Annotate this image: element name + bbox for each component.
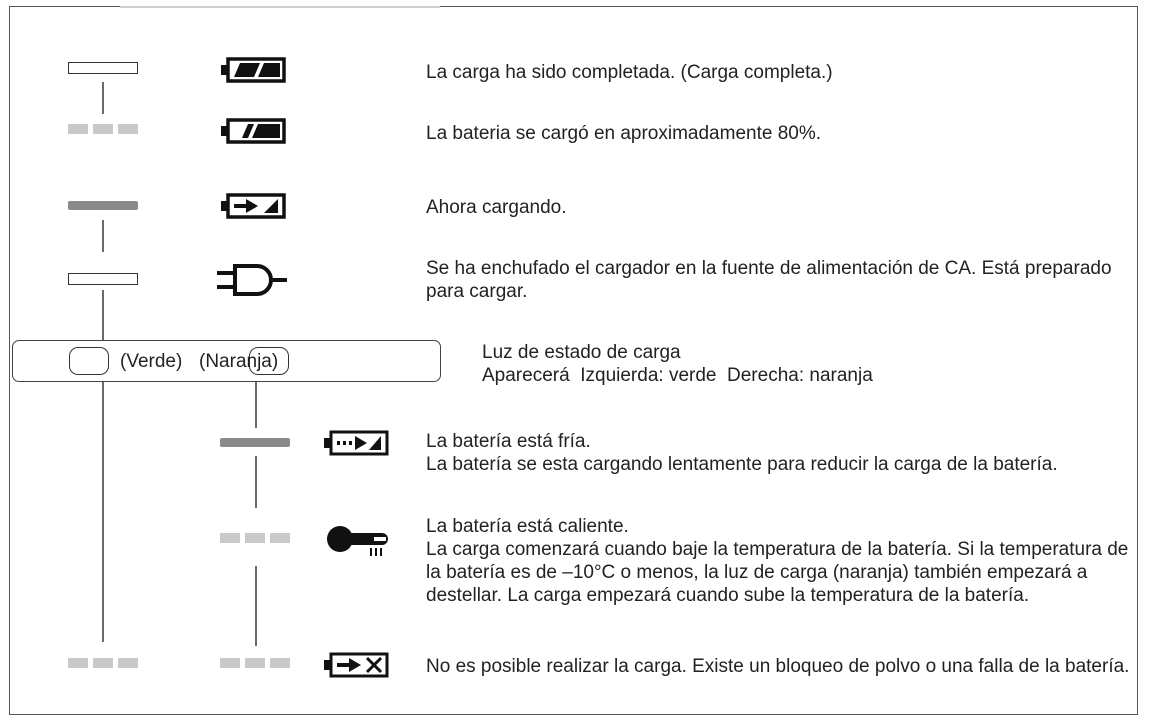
battery-charging-icon	[220, 193, 288, 219]
battery-80-icon	[220, 118, 288, 144]
full-charge-text: La carga ha sido completada. (Carga completa.)	[426, 62, 833, 83]
green-connector-2	[102, 220, 104, 252]
green-lamp-blinking-error	[68, 658, 138, 668]
orange-lamp-blinking	[220, 533, 290, 543]
orange-label: (Naranja)	[199, 351, 279, 372]
green-lamp-on-steady	[68, 62, 138, 74]
charge-80-text: La bateria se cargó en aproximadamente 80%.	[426, 123, 822, 144]
battery-cold-charging-icon	[323, 430, 391, 456]
thermometer-hot-icon	[324, 524, 396, 558]
green-connector-4	[102, 382, 104, 642]
cold-description: La batería se esta cargando lentamente para reducir la carga de la batería.	[426, 454, 1058, 475]
status-light-box	[12, 340, 441, 382]
status-light-title: Luz de estado de carga	[482, 342, 681, 363]
top-accent-line	[120, 6, 440, 8]
green-connector-1	[102, 82, 104, 114]
orange-connector-1	[255, 382, 257, 428]
ac-plug-icon	[217, 264, 289, 296]
green-lamp-shape	[69, 347, 109, 375]
charge-error-icon	[323, 652, 391, 678]
charging-text: Ahora cargando.	[426, 197, 567, 218]
green-connector-3	[102, 290, 104, 340]
hot-description: La carga comenzará cuando baje la temperatura de la batería. Si la temperatura de la batería es de –10°C o menos, la luz de carga (naranja) también empezará a destellar. La carga empezará cuando sube la temperatura de la batería.	[426, 539, 1129, 606]
plugged-text: Se ha enchufado el cargador en la fuente de alimentación de CA. Está preparado para cargar.	[426, 258, 1112, 302]
green-lamp-blinking	[68, 124, 138, 134]
status-light-legend: Aparecerá Izquierda: verde Derecha: naranja	[482, 365, 873, 386]
battery-full-icon	[220, 57, 288, 83]
orange-connector-3	[255, 566, 257, 646]
orange-lamp-blinking-error	[220, 658, 290, 668]
orange-connector-2	[255, 456, 257, 508]
green-lamp-lit	[68, 201, 138, 210]
orange-lamp-lit	[220, 438, 290, 447]
green-lamp-off	[68, 273, 138, 285]
error-text: No es posible realizar la carga. Existe un bloqueo de polvo o una falla de la batería.	[426, 656, 1130, 677]
green-label: (Verde)	[120, 351, 183, 372]
cold-title: La batería está fría.	[426, 431, 591, 452]
hot-title: La batería está caliente.	[426, 516, 629, 537]
